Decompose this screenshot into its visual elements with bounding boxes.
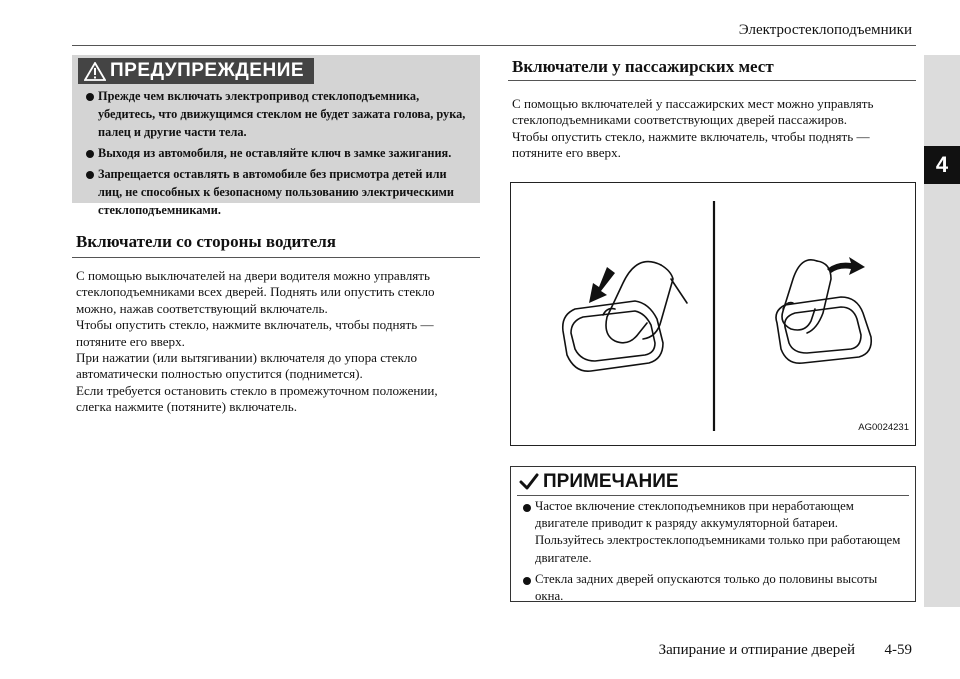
chapter-tab [924,55,960,607]
arrow-down-icon [589,267,615,303]
paragraph-line: можно, нажав соответствующий включатель. [76,300,328,316]
note-box [510,466,916,602]
pull-switch-drawing [776,260,871,363]
bullet-icon [86,171,94,179]
note-rule [517,495,909,496]
paragraph-line: автоматически полностью опустится (поднимется). [76,366,363,382]
paragraph-line: потяните его вверх. [512,145,621,161]
warning-triangle-icon [84,62,106,81]
paragraph-line: слегка нажмите (потяните) включатель. [76,399,297,415]
warning-item [86,87,472,141]
switch-operation-drawing [511,183,915,445]
warning-item-text: Запрещается оставлять в автомобиле без присмотра детей или лиц, не способных к безопасному пользованию электрическими стеклоподъемниками. [98,167,454,217]
page-footer [659,642,912,659]
bullet-icon [86,93,94,101]
paragraph-line: С помощью включателей у пассажирских мест можно управлять [512,96,874,111]
warning-item [86,165,472,219]
pencil-check-icon [519,473,539,491]
note-item [523,498,907,567]
paragraph-line: стеклоподъемниками соответствующих дверей пассажиров. [512,112,848,128]
bullet-icon [523,577,531,585]
warning-item-text: Выходя из автомобиля, не оставляйте ключ в замке зажигания. [98,146,452,160]
note-title: ПРИМЕЧАНИЕ [543,471,679,492]
warning-box [72,55,480,217]
note-item-text: Стекла задних дверей опускаются только до половины высоты окна. [535,571,878,604]
driver-section-paragraph [76,268,482,416]
warning-title: ПРЕДУПРЕЖДЕНИЕ [110,60,305,81]
driver-section-rule [72,257,480,258]
paragraph-line: потяните его вверх. [76,333,185,349]
note-list [523,498,907,609]
warning-item [86,144,472,162]
paragraph-line: С помощью выключателей на двери водителя можно управлять [76,268,430,283]
paragraph-line: При нажатии (или вытягивании) включателя до упора стекло [76,350,418,366]
paragraph-line: Если требуется остановить стекло в промежуточном положении, [76,382,438,398]
header-rule [72,45,916,46]
driver-section-title: Включатели со стороны водителя [76,232,336,251]
arrow-up-icon [827,257,865,275]
running-header: Электростеклоподъемники [738,22,912,38]
warning-item-text: Прежде чем включать электропривод стеклоподъемника, убедитесь, что движущимся стеклом не будет зажата голова, рука, палец и другие части тела. [98,89,466,139]
press-switch-drawing [563,262,687,372]
passenger-section-paragraph [512,96,916,162]
bullet-icon [86,150,94,158]
note-item-text: Частое включение стеклоподъемников при неработающем двигателе приводит к разряду аккумуляторной батареи. Пользуйтесь электростеклоподъемниками только при работающем двигателе. [535,499,901,565]
passenger-section-title: Включатели у пассажирских мест [512,57,774,76]
note-item [523,571,907,605]
chapter-number: 4 [924,146,960,184]
passenger-section-rule [508,80,916,81]
warning-list [86,87,472,222]
paragraph-line: стеклоподъемниками всех дверей. Поднять или опустить стекло [76,284,435,300]
figure-code: AG0024231 [858,422,909,433]
switch-illustration [510,182,916,446]
paragraph-line: Чтобы опустить стекло, нажмите включатель, чтобы поднять — [512,128,870,144]
footer-section: Запирание и отпирание дверей [658,642,855,658]
paragraph-line: Чтобы опустить стекло, нажмите включатель, чтобы поднять — [76,317,434,333]
page-number: 4-59 [884,642,912,658]
note-header [519,471,679,493]
warning-header [78,58,314,84]
bullet-icon [523,504,531,512]
